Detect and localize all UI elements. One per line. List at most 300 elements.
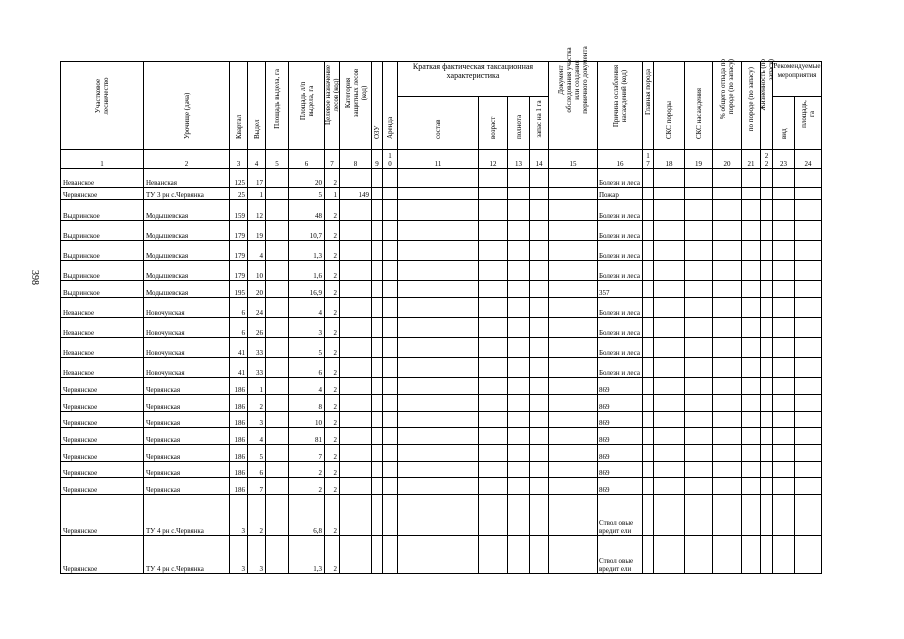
table-cell: 179: [230, 241, 248, 261]
table-cell: [685, 200, 713, 221]
table-cell: 4: [289, 298, 325, 318]
table-cell: Неванское: [61, 298, 144, 318]
table-cell: [713, 378, 742, 395]
table-cell: [654, 412, 685, 428]
table-cell: 2: [325, 318, 340, 338]
table-cell: [685, 495, 713, 536]
table-cell: [761, 495, 773, 536]
table-cell: 6,8: [289, 495, 325, 536]
table-cell: [266, 188, 289, 200]
table-cell: 2: [325, 298, 340, 318]
table-cell: [685, 221, 713, 241]
table-row: [61, 462, 822, 478]
table-cell: [742, 318, 761, 338]
table-cell: Червянское: [61, 478, 144, 495]
table-cell: [398, 298, 479, 318]
table-cell: Модышевская: [144, 241, 230, 261]
table-cell: 33: [248, 338, 266, 358]
table-row: [61, 241, 822, 261]
table-cell: Выдринское: [61, 261, 144, 281]
table-cell: [549, 395, 598, 412]
table-cell: [685, 536, 713, 574]
table-cell: [713, 428, 742, 445]
table-cell: [372, 445, 383, 462]
table-cell: [773, 395, 795, 412]
table-cell: [761, 169, 773, 188]
table-cell: Болезн и леса: [598, 318, 643, 338]
table-cell: [266, 261, 289, 281]
table-cell: [773, 338, 795, 358]
table-cell: 195: [230, 281, 248, 298]
column-number-cell: 3: [230, 150, 248, 169]
table-cell: [761, 200, 773, 221]
table-cell: [795, 169, 822, 188]
table-cell: [643, 462, 654, 478]
table-cell: [685, 169, 713, 188]
column-number-cell: 19: [685, 150, 713, 169]
table-cell: ТУ 3 рн с.Червянка: [144, 188, 230, 200]
table-cell: [685, 428, 713, 445]
table-cell: [773, 318, 795, 338]
table-cell: [654, 169, 685, 188]
table-cell: [372, 428, 383, 445]
table-cell: [643, 261, 654, 281]
table-cell: [549, 261, 598, 281]
table-cell: [479, 241, 508, 261]
table-cell: [266, 412, 289, 428]
table-cell: Модышевская: [144, 221, 230, 241]
table-cell: [266, 298, 289, 318]
table-cell: [643, 358, 654, 378]
table-cell: [549, 378, 598, 395]
table-cell: Червянское: [61, 445, 144, 462]
table-cell: Ствол овые вредит ели: [598, 495, 643, 536]
table-cell: [266, 395, 289, 412]
table-cell: [479, 412, 508, 428]
table-cell: [530, 241, 549, 261]
table-cell: [761, 358, 773, 378]
table-cell: [398, 318, 479, 338]
table-cell: Болезн и леса: [598, 261, 643, 281]
table-cell: [795, 298, 822, 318]
table-cell: Новочунская: [144, 318, 230, 338]
table-cell: [383, 281, 398, 298]
table-cell: Неванское: [61, 338, 144, 358]
table-cell: [530, 298, 549, 318]
header-cell: Жизненность (по запасу): [761, 62, 773, 150]
table-cell: Червянская: [144, 462, 230, 478]
table-cell: [383, 221, 398, 241]
table-cell: 869: [598, 378, 643, 395]
table-cell: [266, 318, 289, 338]
table-cell: [479, 338, 508, 358]
table-cell: Новочунская: [144, 358, 230, 378]
table-cell: [508, 261, 530, 281]
table-cell: ТУ 4 рн с.Червянка: [144, 536, 230, 574]
table-cell: [508, 188, 530, 200]
table-cell: [508, 428, 530, 445]
column-number-cell: 1 7: [643, 150, 654, 169]
header-cell: запас на 1 га: [530, 97, 549, 150]
header-cell: ОЗУ: [372, 62, 383, 150]
table-cell: [685, 261, 713, 281]
table-cell: [654, 536, 685, 574]
column-number-row: [61, 150, 822, 169]
table-cell: [530, 445, 549, 462]
table-cell: [654, 462, 685, 478]
table-cell: [340, 478, 372, 495]
table-cell: 4: [289, 378, 325, 395]
table-cell: [761, 462, 773, 478]
table-cell: [773, 462, 795, 478]
table-cell: [340, 358, 372, 378]
table-cell: [713, 318, 742, 338]
table-cell: [713, 338, 742, 358]
table-cell: [549, 445, 598, 462]
table-cell: 2: [325, 241, 340, 261]
table-cell: [508, 445, 530, 462]
table-cell: [654, 188, 685, 200]
table-cell: [340, 298, 372, 318]
table-cell: [266, 241, 289, 261]
table-cell: [479, 378, 508, 395]
table-cell: [742, 338, 761, 358]
table-cell: [398, 200, 479, 221]
table-cell: [383, 478, 398, 495]
table-cell: [761, 478, 773, 495]
table-cell: [773, 221, 795, 241]
table-cell: [372, 412, 383, 428]
table-cell: [508, 221, 530, 241]
header-cell: Квартал: [230, 62, 248, 150]
table-cell: [761, 338, 773, 358]
table-cell: 2: [325, 338, 340, 358]
table-cell: [530, 358, 549, 378]
table-cell: [773, 188, 795, 200]
table-cell: Червянское: [61, 395, 144, 412]
table-cell: [643, 495, 654, 536]
table-cell: [508, 478, 530, 495]
table-cell: [549, 318, 598, 338]
table-cell: [742, 261, 761, 281]
table-cell: [266, 281, 289, 298]
table-cell: [372, 200, 383, 221]
table-cell: Болезн и леса: [598, 221, 643, 241]
header-cell: полнота: [508, 97, 530, 150]
table-cell: [643, 536, 654, 574]
table-cell: Червянская: [144, 428, 230, 445]
table-cell: [549, 200, 598, 221]
page-number: 398: [29, 270, 40, 285]
table-row: [61, 169, 822, 188]
column-number-cell: 16: [598, 150, 643, 169]
table-cell: [398, 445, 479, 462]
table-cell: [398, 378, 479, 395]
table-cell: [266, 536, 289, 574]
table-cell: [773, 169, 795, 188]
table-cell: 20: [289, 169, 325, 188]
table-cell: [654, 221, 685, 241]
table-cell: Червянская: [144, 445, 230, 462]
table-cell: [773, 281, 795, 298]
table-cell: [713, 536, 742, 574]
table-cell: [479, 169, 508, 188]
table-cell: [742, 358, 761, 378]
table-cell: 10: [289, 412, 325, 428]
table-cell: [654, 395, 685, 412]
table-cell: [508, 169, 530, 188]
table-cell: [713, 462, 742, 478]
table-cell: [643, 428, 654, 445]
table-cell: [742, 478, 761, 495]
table-cell: [761, 298, 773, 318]
table-cell: [549, 281, 598, 298]
table-cell: [795, 338, 822, 358]
table-cell: [643, 445, 654, 462]
table-cell: [383, 378, 398, 395]
table-cell: 7: [289, 445, 325, 462]
table-cell: [372, 338, 383, 358]
table-cell: [398, 221, 479, 241]
table-cell: 1: [248, 188, 266, 200]
table-row: [61, 188, 822, 200]
table-cell: 179: [230, 261, 248, 281]
table-cell: [773, 298, 795, 318]
table-cell: [761, 412, 773, 428]
table-cell: [508, 495, 530, 536]
table-cell: [773, 200, 795, 221]
table-cell: [508, 462, 530, 478]
table-cell: 16,9: [289, 281, 325, 298]
table-cell: [372, 188, 383, 200]
table-cell: 17: [248, 169, 266, 188]
table-cell: 2: [325, 428, 340, 445]
table-cell: [795, 281, 822, 298]
table-cell: 869: [598, 478, 643, 495]
table-cell: Червянское: [61, 188, 144, 200]
table-row: [61, 281, 822, 298]
table-cell: Болезн и леса: [598, 169, 643, 188]
table-cell: [654, 428, 685, 445]
table-cell: [372, 495, 383, 536]
table-cell: [742, 462, 761, 478]
table-cell: 2: [325, 395, 340, 412]
table-cell: [549, 358, 598, 378]
table-cell: 1,3: [289, 241, 325, 261]
table-row: [61, 445, 822, 462]
column-number-cell: 13: [508, 150, 530, 169]
table-cell: [383, 495, 398, 536]
table-row: [61, 428, 822, 445]
table-cell: 3: [289, 318, 325, 338]
table-cell: 5: [289, 188, 325, 200]
header-cell: состав: [398, 97, 479, 150]
table-cell: 1,3: [289, 536, 325, 574]
table-cell: [643, 200, 654, 221]
table-cell: 2: [248, 495, 266, 536]
table-cell: [266, 495, 289, 536]
column-number-cell: 2: [144, 150, 230, 169]
table-cell: [795, 412, 822, 428]
table-cell: Червянская: [144, 412, 230, 428]
table-cell: [340, 261, 372, 281]
table-cell: Болезн и леса: [598, 338, 643, 358]
column-number-cell: 24: [795, 150, 822, 169]
table-cell: 6: [248, 462, 266, 478]
table-cell: [479, 445, 508, 462]
table-cell: [549, 338, 598, 358]
table-cell: [713, 200, 742, 221]
table-cell: 41: [230, 358, 248, 378]
table-cell: [713, 221, 742, 241]
table-cell: 2: [325, 462, 340, 478]
table-cell: 33: [248, 358, 266, 378]
table-cell: [266, 428, 289, 445]
table-cell: [549, 428, 598, 445]
table-cell: 2: [325, 221, 340, 241]
table-cell: [795, 358, 822, 378]
table-cell: [549, 188, 598, 200]
table-cell: [266, 169, 289, 188]
table-cell: [372, 395, 383, 412]
column-number-cell: 18: [654, 150, 685, 169]
table-cell: 186: [230, 478, 248, 495]
table-cell: [685, 478, 713, 495]
table-cell: [713, 281, 742, 298]
table-cell: [530, 200, 549, 221]
table-cell: [549, 536, 598, 574]
table-cell: [643, 318, 654, 338]
table-cell: [742, 241, 761, 261]
table-cell: Модышевская: [144, 261, 230, 281]
column-number-cell: 5: [266, 150, 289, 169]
table-cell: [508, 358, 530, 378]
table-cell: [654, 445, 685, 462]
table-cell: 2: [325, 478, 340, 495]
table-cell: [654, 358, 685, 378]
header-cell: СКС породы: [654, 62, 685, 150]
table-cell: [372, 221, 383, 241]
table-cell: [508, 395, 530, 412]
table-cell: [398, 358, 479, 378]
header-cell: Документ обследования участка или создания первичного документа: [549, 62, 598, 150]
table-cell: 6: [230, 318, 248, 338]
table-cell: [372, 378, 383, 395]
table-cell: 159: [230, 200, 248, 221]
table-cell: Болезн и леса: [598, 200, 643, 221]
table-cell: [398, 412, 479, 428]
table-cell: [795, 200, 822, 221]
table-cell: [685, 241, 713, 261]
table-cell: [340, 241, 372, 261]
table-cell: [340, 462, 372, 478]
table-cell: [340, 221, 372, 241]
table-cell: 869: [598, 412, 643, 428]
table-cell: Выдринское: [61, 281, 144, 298]
table-cell: [643, 221, 654, 241]
table-cell: [398, 188, 479, 200]
table-cell: [761, 428, 773, 445]
table-cell: 6: [230, 298, 248, 318]
table-cell: [383, 536, 398, 574]
column-number-cell: 1: [61, 150, 144, 169]
table-cell: [383, 188, 398, 200]
table-cell: 10: [248, 261, 266, 281]
table-cell: 186: [230, 445, 248, 462]
table-cell: [795, 221, 822, 241]
table-cell: [713, 412, 742, 428]
table-cell: [742, 221, 761, 241]
table-cell: [713, 298, 742, 318]
table-row: [61, 478, 822, 495]
table-cell: 1,6: [289, 261, 325, 281]
table-cell: [654, 478, 685, 495]
table-cell: [685, 462, 713, 478]
column-number-cell: 15: [549, 150, 598, 169]
table-cell: [383, 338, 398, 358]
table-cell: [508, 281, 530, 298]
table-cell: [372, 261, 383, 281]
table-cell: [372, 358, 383, 378]
table-cell: [479, 395, 508, 412]
table-cell: 26: [248, 318, 266, 338]
header-cell: Рекомендуемые мероприятия: [773, 62, 822, 97]
table-cell: [773, 358, 795, 378]
table-cell: [742, 378, 761, 395]
table-cell: [266, 338, 289, 358]
table-cell: 41: [230, 338, 248, 358]
table-cell: [742, 395, 761, 412]
table-cell: [398, 462, 479, 478]
table-cell: Червянское: [61, 412, 144, 428]
column-number-cell: 4: [248, 150, 266, 169]
table-cell: [508, 241, 530, 261]
table-cell: [549, 495, 598, 536]
header-cell: Площадь выдела, га: [266, 62, 289, 150]
table-cell: [383, 428, 398, 445]
table-cell: [549, 462, 598, 478]
table-cell: [530, 412, 549, 428]
table-cell: [530, 281, 549, 298]
table-cell: 1: [248, 378, 266, 395]
table-cell: [479, 281, 508, 298]
table-cell: [530, 395, 549, 412]
table-cell: [761, 395, 773, 412]
table-cell: [266, 462, 289, 478]
table-cell: [340, 412, 372, 428]
table-cell: [654, 261, 685, 281]
table-cell: [654, 318, 685, 338]
table-cell: [398, 241, 479, 261]
table-cell: [795, 428, 822, 445]
table-cell: Неванская: [144, 169, 230, 188]
table-cell: [643, 298, 654, 318]
table-cell: [643, 169, 654, 188]
table-cell: [795, 445, 822, 462]
table-cell: [383, 298, 398, 318]
table-cell: [530, 338, 549, 358]
column-number-cell: 14: [530, 150, 549, 169]
table-cell: 8: [289, 395, 325, 412]
table-cell: Выдринское: [61, 200, 144, 221]
table-row: [61, 318, 822, 338]
table-cell: [266, 378, 289, 395]
header-cell: Главная порода: [643, 62, 654, 150]
table-cell: 186: [230, 412, 248, 428]
table-cell: [479, 318, 508, 338]
table-cell: [340, 318, 372, 338]
table-cell: [685, 188, 713, 200]
